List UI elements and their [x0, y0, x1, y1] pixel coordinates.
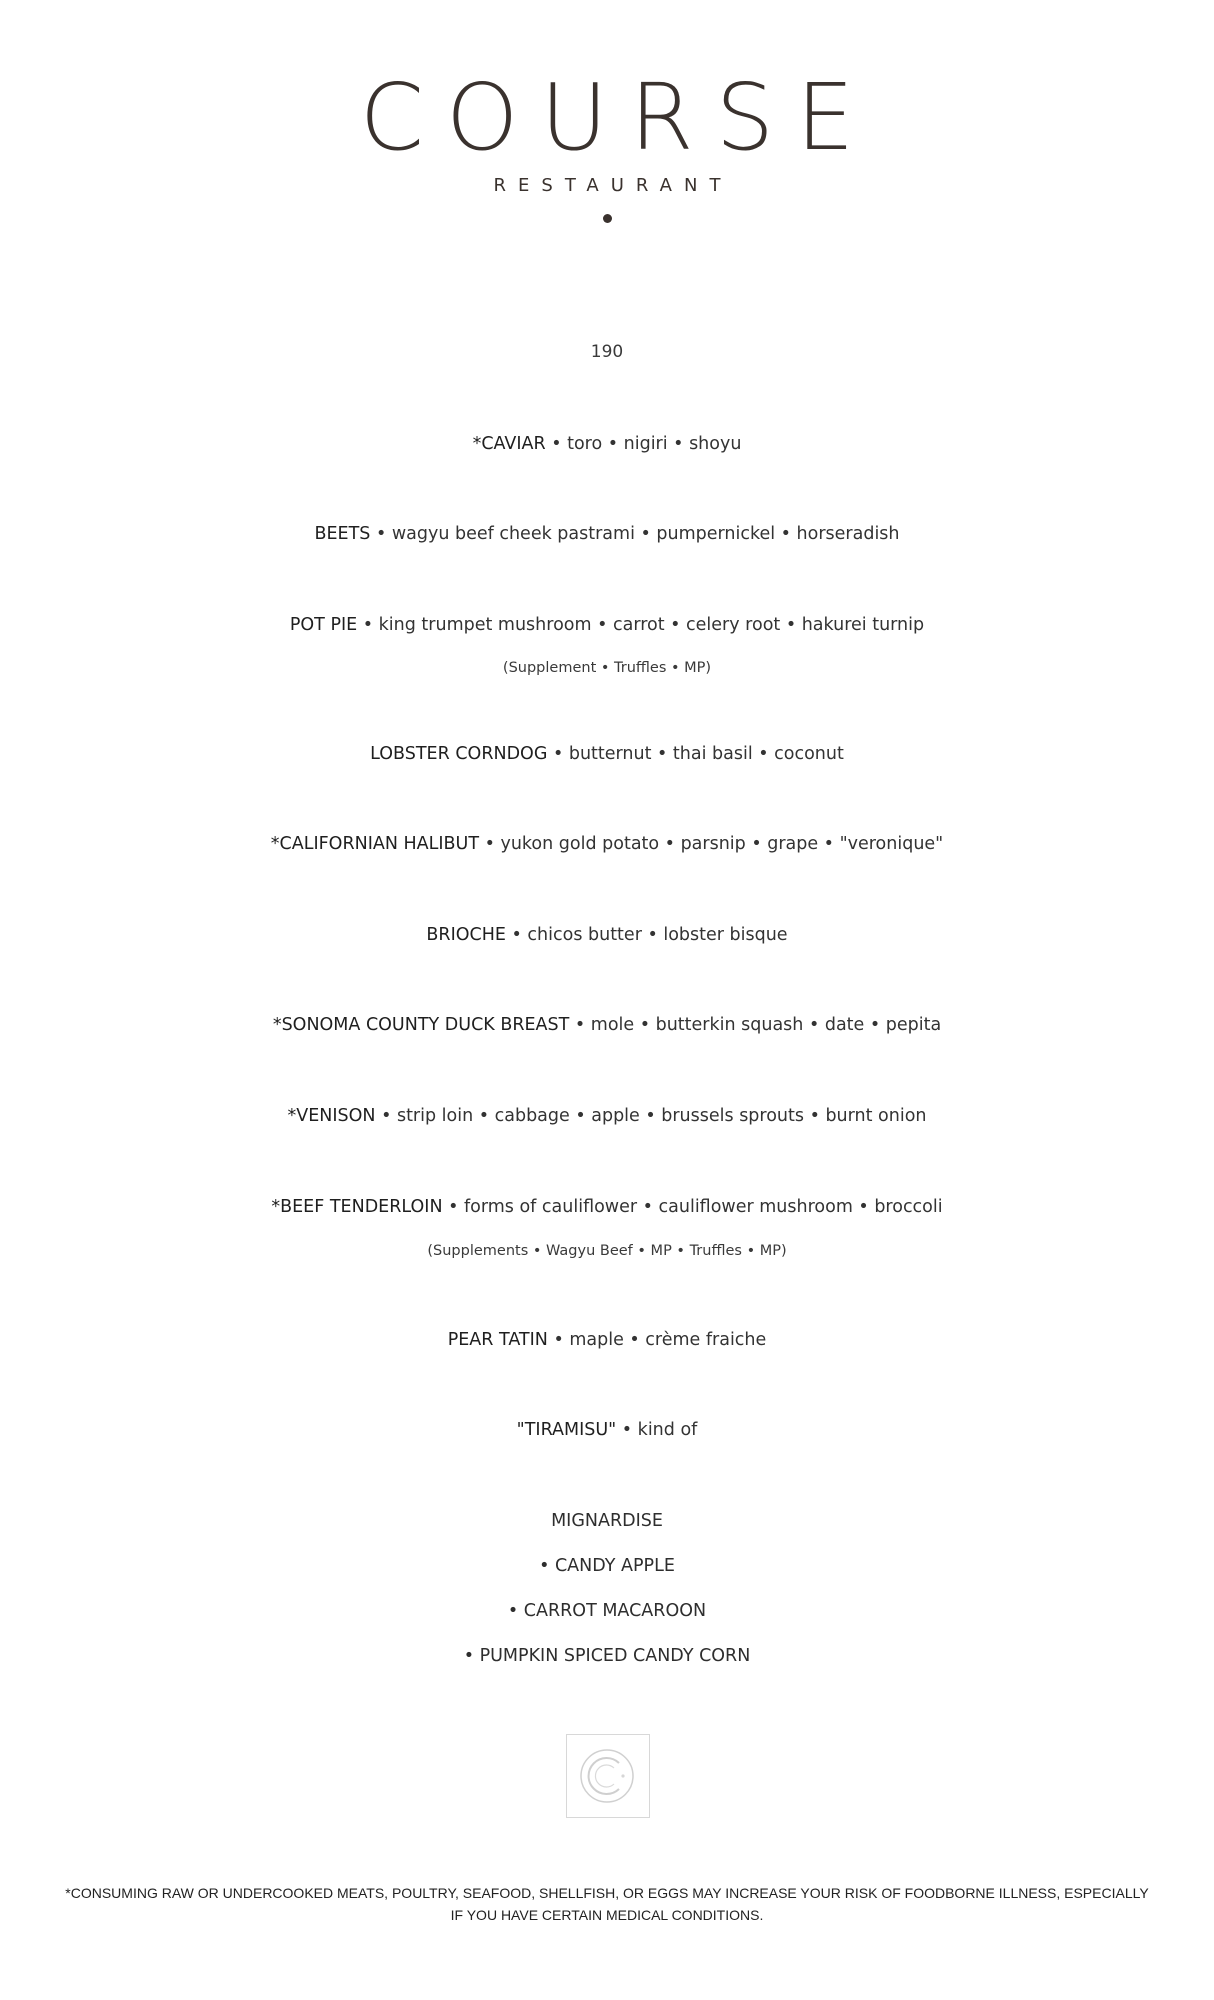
course-description: • mole • butterkin squash • date • pepita [569, 1015, 942, 1035]
c-monogram-icon [567, 1735, 648, 1816]
mignardise-item: • PUMPKIN SPICED CANDY CORN [463, 1646, 751, 1666]
mignardise-item: • CANDY APPLE [539, 1556, 675, 1576]
menu-price: 190 [590, 342, 624, 362]
course-line [0, 1197, 1214, 1217]
course-line [0, 1420, 1214, 1440]
restaurant-name: COURSE [359, 64, 877, 171]
course-name: LOBSTER CORNDOG [370, 744, 548, 764]
course-description: • toro • nigiri • shoyu [545, 434, 742, 454]
course-name: "TIRAMISU" [516, 1420, 617, 1440]
course-description: • kind of [616, 1420, 698, 1440]
course-name: *CALIFORNIAN HALIBUT [270, 834, 480, 854]
course-name: POT PIE [289, 615, 358, 635]
course-line [0, 834, 1214, 854]
course-description: • forms of cauliflower • cauliflower mushroom • broccoli [442, 1197, 943, 1217]
course-name: *CAVIAR [472, 434, 546, 454]
course-name: *SONOMA COUNTY DUCK BREAST [272, 1015, 570, 1035]
course-supplement: (Supplements • Wagyu Beef • MP • Truffles • MP) [427, 1243, 787, 1259]
mignardise-title: MIGNARDISE [551, 1511, 663, 1531]
restaurant-subtitle: RESTAURANT [493, 175, 733, 196]
course-line [0, 615, 1214, 635]
course-description: • butternut • thai basil • coconut [547, 744, 844, 764]
course-line [0, 524, 1214, 544]
course-name: BEETS [314, 524, 371, 544]
course-line [0, 1330, 1214, 1350]
course-line [0, 744, 1214, 764]
course-line [0, 925, 1214, 945]
monogram-logo [566, 1734, 650, 1818]
mignardise-item: • CARROT MACAROON [507, 1601, 707, 1621]
course-description: • yukon gold potato • parsnip • grape • "veronique" [479, 834, 944, 854]
course-description: • king trumpet mushroom • carrot • celery root • hakurei turnip [357, 615, 925, 635]
course-line [0, 1015, 1214, 1035]
course-description: • wagyu beef cheek pastrami • pumpernickel • horseradish [370, 524, 900, 544]
course-description: • chicos butter • lobster bisque [505, 925, 788, 945]
course-name: PEAR TATIN [447, 1330, 548, 1350]
course-name: *VENISON [287, 1106, 376, 1126]
course-supplement: (Supplement • Truffles • MP) [502, 660, 712, 676]
course-name: *BEEF TENDERLOIN [271, 1197, 443, 1217]
course-name: BRIOCHE [426, 925, 506, 945]
course-line [0, 1106, 1214, 1126]
course-description: • strip loin • cabbage • apple • brussels sprouts • burnt onion [375, 1106, 927, 1126]
health-disclaimer: *CONSUMING RAW OR UNDERCOOKED MEATS, POULTRY, SEAFOOD, SHELLFISH, OR EGGS MAY INCREASE YOUR RISK OF FOODBORNE ILLNESS, ESPECIALLY IF YOU HAVE CERTAIN MEDICAL CONDITIONS. [65, 1885, 1149, 1923]
course-line [0, 434, 1214, 454]
decorative-dot [603, 214, 612, 223]
course-description: • maple • crème fraiche [547, 1330, 767, 1350]
